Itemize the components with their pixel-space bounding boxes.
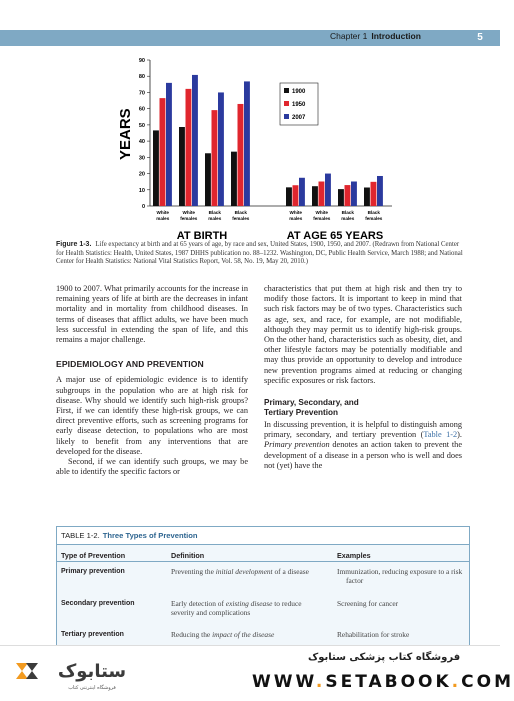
emphasis: existing disease (225, 599, 273, 608)
paragraph: A major use of epidemiologic evidence is to identify subgroups in the population who are at high risk for disease. Why should we identify such high-risk groups? First, if we can identify these high-risk groups, we can direct preventive efforts, such as screening programs for early disease detection, to populations who are most likely to benefit from any interventions that are developed for the disease. (56, 375, 248, 456)
body-column-left (56, 284, 248, 477)
bar-1950 (160, 98, 166, 206)
category-label: Black (367, 210, 380, 215)
page-number: 5 (477, 32, 483, 43)
legend-swatch (284, 114, 289, 119)
legend-label: 1900 (292, 89, 306, 95)
table-header: Examples (337, 551, 371, 560)
y-tick-label: 90 (138, 58, 145, 64)
text-run: Reducing the (171, 630, 213, 639)
bar-1900 (312, 186, 318, 206)
table-cell-example: Immunization, reducing exposure to a risk factor (337, 567, 463, 585)
subsection-heading-line2: Tertiary Prevention (264, 408, 339, 418)
bar-2007 (218, 92, 224, 206)
category-label: males (341, 216, 355, 221)
table-cell-type: Primary prevention (61, 568, 125, 575)
category-label: females (232, 216, 250, 221)
emphasis: initial development (215, 567, 273, 576)
table-label: TABLE 1-2. (61, 531, 100, 540)
y-tick-label: 0 (141, 204, 145, 210)
y-tick-label: 10 (138, 187, 145, 194)
category-label: White (156, 210, 170, 215)
paragraph: characteristics that put them at high risk and then try to modify those factors. It is important to keep in mind that such risk factors may be of two types. Characteristics such as age, sex, and race, for example, are not modifiable, although they may permit us to identify high-risk groups. On the other hand, characteristics such as obesity, diet, and other lifestyle factors may be potentially modifiable and may thus provide an opportunity to develop and introduce new prevention programs aimed at reducing or changing specific exposures or risk factors. (264, 284, 462, 385)
table-cell-example: Rehabilitation for stroke (337, 630, 410, 639)
url-dot: . (315, 672, 326, 692)
table-cell-definition (171, 567, 330, 576)
subsection-heading-line1: Primary, Secondary, and (264, 398, 359, 408)
running-head (330, 31, 421, 41)
url-part: SETABOOK (325, 672, 452, 692)
category-label: females (313, 216, 331, 221)
bar-1950 (345, 185, 351, 206)
legend-label: 2007 (292, 115, 306, 121)
bar-1900 (338, 189, 344, 206)
store-name: فروشگاه کتاب پزشکی ستابوک (308, 652, 461, 663)
bar-2007 (166, 83, 172, 206)
text-run: In discussing prevention, it is helpful to distinguish among primary, secondary, and tertiary prevention ( (264, 420, 462, 440)
paragraph: Second, if we can identify such groups, we may be able to identify the specific factors or (56, 457, 248, 477)
y-tick-label: 30 (138, 155, 145, 162)
category-label: females (365, 216, 383, 221)
bar-2007 (325, 174, 331, 206)
category-label: Black (208, 210, 221, 215)
url-dot: . (451, 672, 462, 692)
store-url[interactable] (252, 672, 514, 692)
paragraph (264, 420, 462, 471)
table-reference-link[interactable]: Table 1-2 (423, 430, 458, 440)
y-tick-label: 60 (138, 106, 145, 113)
bar-1900 (153, 130, 159, 206)
bar-2007 (377, 176, 383, 206)
table-cell-definition (171, 599, 321, 617)
category-label: White (182, 210, 196, 215)
bar-1950 (371, 182, 377, 206)
bar-1950 (212, 110, 218, 206)
bar-1950 (238, 104, 244, 206)
y-tick-label: 40 (138, 139, 145, 146)
page-header (0, 30, 500, 46)
bar-2007 (244, 81, 250, 206)
category-label: Black (234, 210, 247, 215)
bar-2007 (192, 75, 198, 206)
category-label: females (180, 216, 198, 221)
category-label: White (289, 210, 303, 215)
text-run: to reduce severity and complications (171, 599, 302, 617)
table-header: Definition (171, 551, 205, 560)
y-tick-label: 80 (138, 74, 145, 81)
table-header: Type of Prevention (61, 551, 126, 560)
bar-2007 (351, 182, 357, 206)
bar-1900 (231, 152, 237, 206)
table-title (57, 527, 469, 545)
setabook-logo[interactable] (10, 651, 140, 695)
y-tick-label: 20 (138, 171, 145, 178)
legend-label: 1950 (292, 102, 306, 108)
chapter-number: Chapter 1 (330, 31, 368, 41)
text-run: Preventing the (171, 567, 216, 576)
legend-swatch (284, 88, 289, 93)
text-run: ). (457, 430, 462, 440)
logo-mark-icon (26, 663, 38, 679)
bar-2007 (299, 178, 305, 206)
emphasis: impact of the disease (212, 630, 275, 639)
figure-caption-text: Life expectancy at birth and at 65 years of age, by race and sex, United States, 1900, 1950, and 2007. (Redrawn from National Center for Health Statistics: Health, United States, 1987 DHHS publication no. 88–1232. Washington, DC, Public Health Service, March 1988; and National Center for Health Statistics: National Vital Statistics Report, Vol. 58, No. 19, May 20, 2010.) (56, 241, 463, 266)
bar-1900 (364, 188, 370, 206)
body-column-right (264, 284, 462, 471)
y-tick-label: 70 (138, 90, 145, 97)
table-cell-example: Screening for cancer (337, 599, 399, 608)
logo-subtitle: فروشگاه اینترنتی کتاب (68, 685, 116, 691)
category-label: males (156, 216, 170, 221)
section-heading: EPIDEMIOLOGY AND PREVENTION (56, 359, 204, 370)
chapter-title: Introduction (371, 31, 421, 41)
figure-label: Figure 1-3. (56, 241, 92, 248)
y-axis-label: YEARS (117, 108, 134, 160)
bar-1950 (319, 182, 325, 206)
bar-1950 (186, 89, 192, 206)
table-cell-type: Secondary prevention (61, 600, 135, 607)
url-part: WWW (252, 672, 316, 692)
table-cell-definition (171, 630, 321, 639)
category-label: Black (341, 210, 354, 215)
bar-1950 (293, 185, 299, 206)
emphasis: Primary prevention (264, 440, 330, 450)
table-title-text: Three Types of Prevention (102, 531, 198, 540)
table-cell-type: Tertiary prevention (61, 631, 124, 638)
y-tick-label: 50 (138, 122, 145, 129)
table-header-row (57, 549, 469, 562)
subsection-heading (264, 398, 462, 418)
figure-caption (56, 241, 468, 267)
text-run: Early detection of (171, 599, 226, 608)
url-part: COM (461, 672, 514, 692)
life-expectancy-chart (100, 50, 430, 240)
prevention-table (56, 526, 470, 646)
logo-text: ستابوک (57, 661, 127, 682)
category-label: White (315, 210, 329, 215)
bar-1900 (179, 127, 185, 206)
logo-mark-icon (16, 663, 28, 679)
legend-swatch (284, 101, 289, 106)
category-label: males (208, 216, 222, 221)
category-label: males (289, 216, 303, 221)
group-label: AT AGE 65 YEARS (286, 230, 384, 242)
text-run: denotes an action taken to prevent the development of a disease in a person who is well and does not (yet) have the (264, 440, 463, 470)
paragraph: 1900 to 2007. What primarily accounts for the increase in remaining years of life at birth are the decreases in infant mortality and in mortality from childhood diseases. In terms of diseases that afflict adults, we have been much less successful in extending the span of life, and this remains a major challenge. (56, 284, 248, 345)
bar-1900 (205, 153, 211, 206)
group-label: AT BIRTH (176, 230, 228, 242)
text-run: of a disease (272, 567, 309, 576)
bar-1900 (286, 187, 292, 206)
